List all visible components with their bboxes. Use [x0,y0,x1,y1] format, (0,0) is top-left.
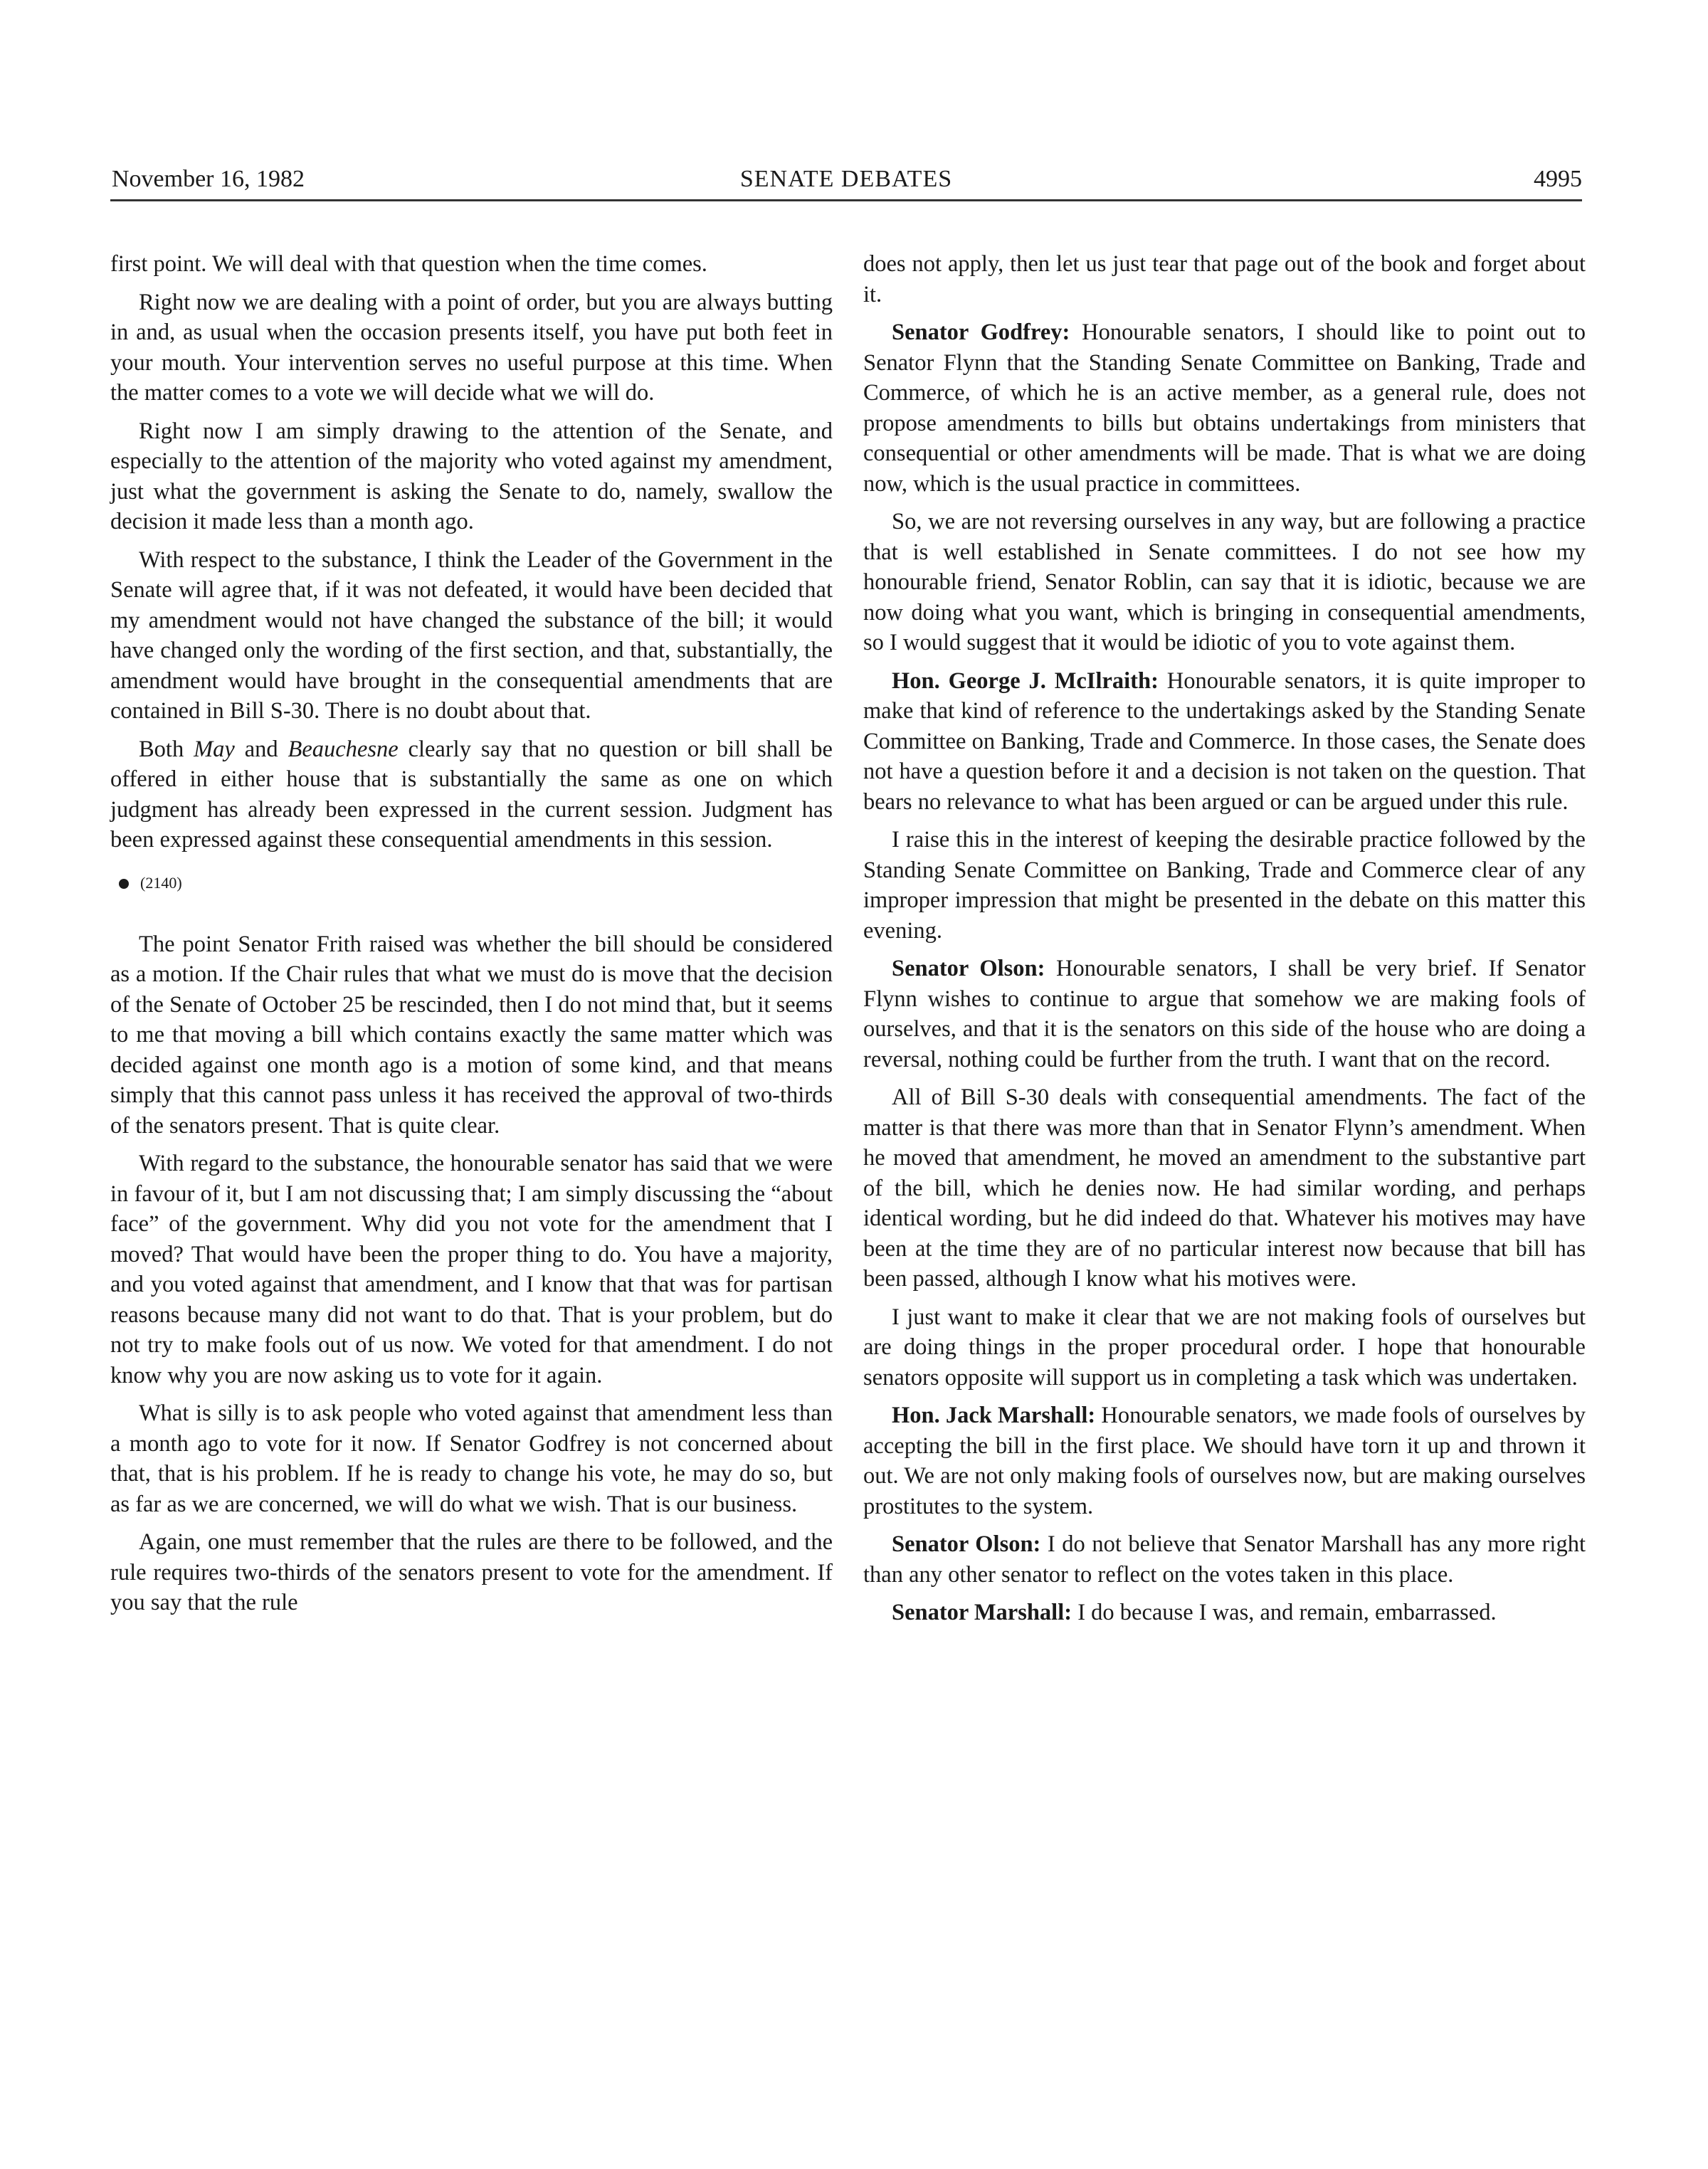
paragraph: Right now we are dealing with a point of order, but you are always butting in and, as usual when the occasion presents itself, you have put both feet in your mouth. Your intervention serves no useful purpose at this time. When the matter comes to a vote we will decide what we will do. [110,289,833,406]
speech-text: Honourable senators, it is quite improper to make that kind of reference to the undertakings asked by the Standing Senate Committee on Banking, Trade and Commerce. In those cases, the Senate does not have a question before it and a decision is not taken on the question. That bears no relevance to what has been argued or can be argued under this rule. [863,667,1586,815]
speech-text: Honourable senators, we made fools of ourselves by accepting the bill in the first place. We should have torn it up and thrown it out. We are not only making fools of ourselves now, but are making ourselves prostitutes to the system. [863,1403,1586,1519]
paragraph [863,666,1586,818]
text-run: clearly say that no question or bill shall be offered in either house that is substantially the same as one on which judgment has already been expressed in the current session. Judgment has been expressed against these consequential amendments in this session. [110,736,833,853]
speech-text: Honourable senators, I should like to point out to Senator Flynn that the Standing Senate Committee on Banking, Trade and Commerce, of which he is an active member, as a general rule, does not propose amendments to bills but obtains undertakings from ministers that consequential or other amendments will be made. That is what we are doing now, which is the usual practice in committees. [863,320,1586,497]
paragraph: What is silly is to ask people who voted against that amendment less than a month ago to vote for it now. If Senator Godfrey is not concerned about that, that is his problem. If he is ready to change his vote, he may do so, but as far as we are concerned, we will do what we wish. That is our business. [110,1400,833,1517]
speech-text: I do not believe that Senator Marshall has any more right than any other senator to reflect on the votes taken in this place. [863,1531,1586,1588]
paragraph: first point. We will deal with that question when the time comes. [110,251,707,277]
speech-text: Honourable senators, I shall be very brief. If Senator Flynn wishes to continue to argue that somehow we are making fools of ourselves, and that it is the senators on this side of the house who are doing a reversal, nothing could be further from the truth. I want that on the record. [863,956,1586,1072]
time-marker [119,872,833,894]
paragraph: With regard to the substance, the honourable senator has said that we were in favour of it, but I am not discussing that; I am simply discussing the “about face” of the government. Why did you not vote for the amendment that I moved? That would have been the proper thing to do. You have a majority, and you voted against that amendment, and I know that that was for partisan reasons because many did not want to do that. That is your problem, but do not try to make fools out of us now. We voted for that amendment. I do not know why you are now asking us to vote for it again. [110,1151,833,1388]
time-marker-label: (2140) [140,873,182,892]
paragraph: With respect to the substance, I think the Leader of the Government in the Senate will agree that, if it was not defeated, it would have been decided that my amendment would not have changed the substance of the bill; it would have changed only the wording of the first section, and that, substantially, the amendment would have brought in the consequential amendments that are contained in Bill S-30. There is no doubt about that. [110,547,833,724]
text-run: Both [139,736,194,762]
paragraph [863,1400,1586,1521]
paragraph [863,1529,1586,1590]
header-title: SENATE DEBATES [739,166,953,192]
paragraph [863,317,1586,499]
citation-may: May [194,736,235,762]
left-column [110,249,833,1626]
paragraph [110,734,833,855]
text-run: and [234,736,288,762]
citation-beauchesne: Beauchesne [288,736,399,762]
speaker-name: Hon. George J. McIlraith: [892,667,1159,694]
paragraph: I raise this in the interest of keeping the desirable practice followed by the Standing Senate Committee on Banking, Trade and Commerce clear of any improper impression that might be presented in the debate on this matter this evening. [863,827,1586,944]
bullet-icon [119,879,129,889]
speaker-name: Senator Marshall: [892,1600,1072,1625]
paragraph: The point Senator Frith raised was whether the bill should be considered as a motion. If the Chair rules that what we must do is move that the decision of the Senate of October 25 be rescinded, then I do not mind that, but it seems to me that moving a bill which contains exactly the same matter which was decided against one month ago is a motion of some kind, and that means simply that this cannot pass unless it has received the approval of two-thirds of the senators present. That is quite clear. [110,931,833,1139]
page-number: 4995 [1534,166,1582,192]
paragraph: All of Bill S-30 deals with consequential amendments. The fact of the matter is that there was more than that in Senator Flynn’s amendment. When he moved that amendment, he moved an amendment to the substantive part of the bill, which he denies now. He had similar wording, and perhaps identical wording, but he did indeed do that. Whatever his motives may have been at the time they are of no particular interest now because that bill has been passed, although I know what his motives were. [863,1084,1586,1292]
paragraph: Right now I am simply drawing to the attention of the Senate, and especially to the attention of the majority who voted against my amendment, just what the government is asking the Senate to do, namely, swallow the decision it made less than a month ago. [110,418,833,534]
speech-text: I do because I was, and remain, embarrassed. [1072,1600,1497,1625]
paragraph [863,954,1586,1075]
paragraph: So, we are not reversing ourselves in any way, but are following a practice that is well established in Senate committees. I do not see how my honourable friend, Senator Roblin, can say that it is idiotic, because we are now doing what you want, which is bringing in consequential amendments, so I would suggest that it would be idiotic of you to vote against them. [863,509,1586,655]
speaker-name: Hon. Jack Marshall: [892,1403,1096,1428]
paragraph: does not apply, then let us just tear that page out of the book and forget about it. [863,251,1586,307]
paragraph [863,1598,1586,1628]
header-date: November 16, 1982 [112,166,305,192]
speaker-name: Senator Godfrey: [892,320,1070,345]
right-column [863,249,1586,1636]
page-header [110,162,1582,201]
speaker-name: Senator Olson: [892,1531,1041,1557]
paragraph: Again, one must remember that the rules are there to be followed, and the rule requires two-thirds of the senators present to vote for the amendment. If you say that the rule [110,1529,833,1615]
speaker-name: Senator Olson: [892,956,1045,981]
paragraph: I just want to make it clear that we are not making fools of ourselves but are doing things in the proper procedural order. I hope that honourable senators opposite will support us in completing a task which was undertaken. [863,1304,1586,1390]
